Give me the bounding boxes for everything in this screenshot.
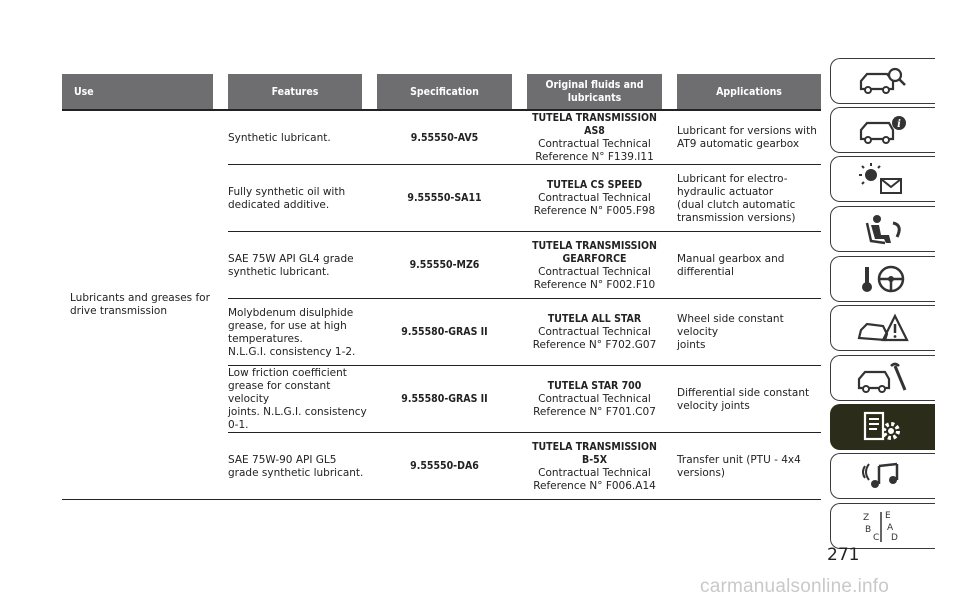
features-cell: Molybdenum disulphide grease, for use at high temperatures. N.L.G.I. consistency 1-2. xyxy=(228,306,356,358)
column-header-applications: Applications xyxy=(677,74,821,109)
side-tab-car-info[interactable] xyxy=(830,107,935,153)
car-info-icon xyxy=(853,112,913,148)
specification-cell: 9.55580-GRAS II xyxy=(401,326,488,338)
specification-cell: 9.55550-DA6 xyxy=(410,460,479,472)
original-fluid-cell: TUTELA CS SPEED Contractual Technical Reference N° F005.F98 xyxy=(533,179,656,217)
applications-cell: Manual gearbox and differential xyxy=(677,252,785,278)
car-service-wrench-icon xyxy=(853,360,913,396)
table-row xyxy=(228,232,821,299)
side-tab-emergency[interactable] xyxy=(830,305,935,351)
svg-text:D: D xyxy=(891,533,898,543)
table-row xyxy=(228,111,821,165)
side-tab-safety[interactable] xyxy=(830,206,935,252)
original-fluid-cell: TUTELA TRANSMISSION B-5X Contractual Technical Reference N° F006.A14 xyxy=(532,440,657,492)
svg-text:C: C xyxy=(873,533,880,543)
features-cell: Fully synthetic oil with dedicated additive. xyxy=(228,185,346,211)
applications-cell: Transfer unit (PTU - 4x4 versions) xyxy=(677,453,801,479)
original-fluid-cell: TUTELA TRANSMISSION AS8 Contractual Technical Reference N° F139.I11 xyxy=(532,112,657,163)
car-crash-warning-icon xyxy=(853,310,913,346)
applications-cell: Wheel side constant velocity joints xyxy=(677,313,784,351)
applications-cell: Differential side constant velocity joints xyxy=(677,386,810,412)
alphabetical-index-icon xyxy=(853,508,913,544)
svg-text:B: B xyxy=(865,525,872,535)
table-row xyxy=(228,433,821,500)
table-row xyxy=(228,165,821,232)
technical-data-gear-icon xyxy=(853,409,913,445)
svg-text:E: E xyxy=(885,511,891,521)
original-fluid-cell: TUTELA STAR 700 Contractual Technical Reference N° F701.C07 xyxy=(533,380,656,418)
side-tab-technical-data[interactable] xyxy=(830,404,935,450)
multimedia-note-icon xyxy=(853,458,913,494)
side-tab-starting-driving[interactable] xyxy=(830,256,935,302)
svg-text:i: i xyxy=(897,119,901,130)
specification-cell: 9.55580-GRAS II xyxy=(401,393,488,405)
use-cell: Lubricants and greases for drive transmission xyxy=(70,292,210,317)
applications-cell: Lubricant for electro- hydraulic actuator (dual clutch automatic transmission versions) xyxy=(677,172,796,224)
side-tab-warning-lights[interactable] xyxy=(830,156,935,202)
specification-cell: 9.55550-MZ6 xyxy=(409,259,480,271)
key-steering-wheel-icon xyxy=(853,261,913,297)
original-fluid-cell: TUTELA TRANSMISSION GEARFORCE Contractual Technical Reference N° F002.F10 xyxy=(532,239,657,291)
table-row xyxy=(228,366,821,433)
specification-cell: 9.55550-AV5 xyxy=(410,131,479,144)
side-tab-multimedia[interactable] xyxy=(830,453,935,499)
svg-text:A: A xyxy=(887,523,894,533)
side-tab-car-search[interactable] xyxy=(830,58,935,104)
car-search-icon xyxy=(853,63,913,99)
watermark: carmanualsonline.info xyxy=(700,576,890,597)
features-cell: SAE 75W API GL4 grade synthetic lubricant. xyxy=(228,252,354,278)
column-header-original-fluids: Original fluids and lubricants xyxy=(527,74,662,109)
specification-cell: 9.55550-SA11 xyxy=(407,192,482,204)
svg-text:Z: Z xyxy=(863,513,870,523)
table-row xyxy=(228,299,821,366)
features-cell: SAE 75W-90 API GL5 grade synthetic lubricant. xyxy=(228,453,364,479)
column-header-features: Features xyxy=(228,74,362,109)
column-header-use: Use xyxy=(62,74,213,109)
table-bottom-divider xyxy=(62,499,821,500)
warning-light-message-icon xyxy=(853,161,913,197)
page-number: 271 xyxy=(827,545,860,565)
features-cell: Low friction coefficient grease for constant velocity joints. N.L.G.I. consistency 0-1. xyxy=(228,367,367,431)
side-tab-servicing[interactable] xyxy=(830,355,935,401)
side-tab-index[interactable] xyxy=(830,503,935,549)
applications-cell: Lubricant for versions with AT9 automatic gearbox xyxy=(677,125,817,150)
column-header-specification: Specification xyxy=(377,74,512,109)
features-cell: Synthetic lubricant. xyxy=(228,131,331,144)
original-fluid-cell: TUTELA ALL STAR Contractual Technical Reference N° F702.G07 xyxy=(532,313,657,351)
airbag-seat-icon xyxy=(853,211,913,247)
